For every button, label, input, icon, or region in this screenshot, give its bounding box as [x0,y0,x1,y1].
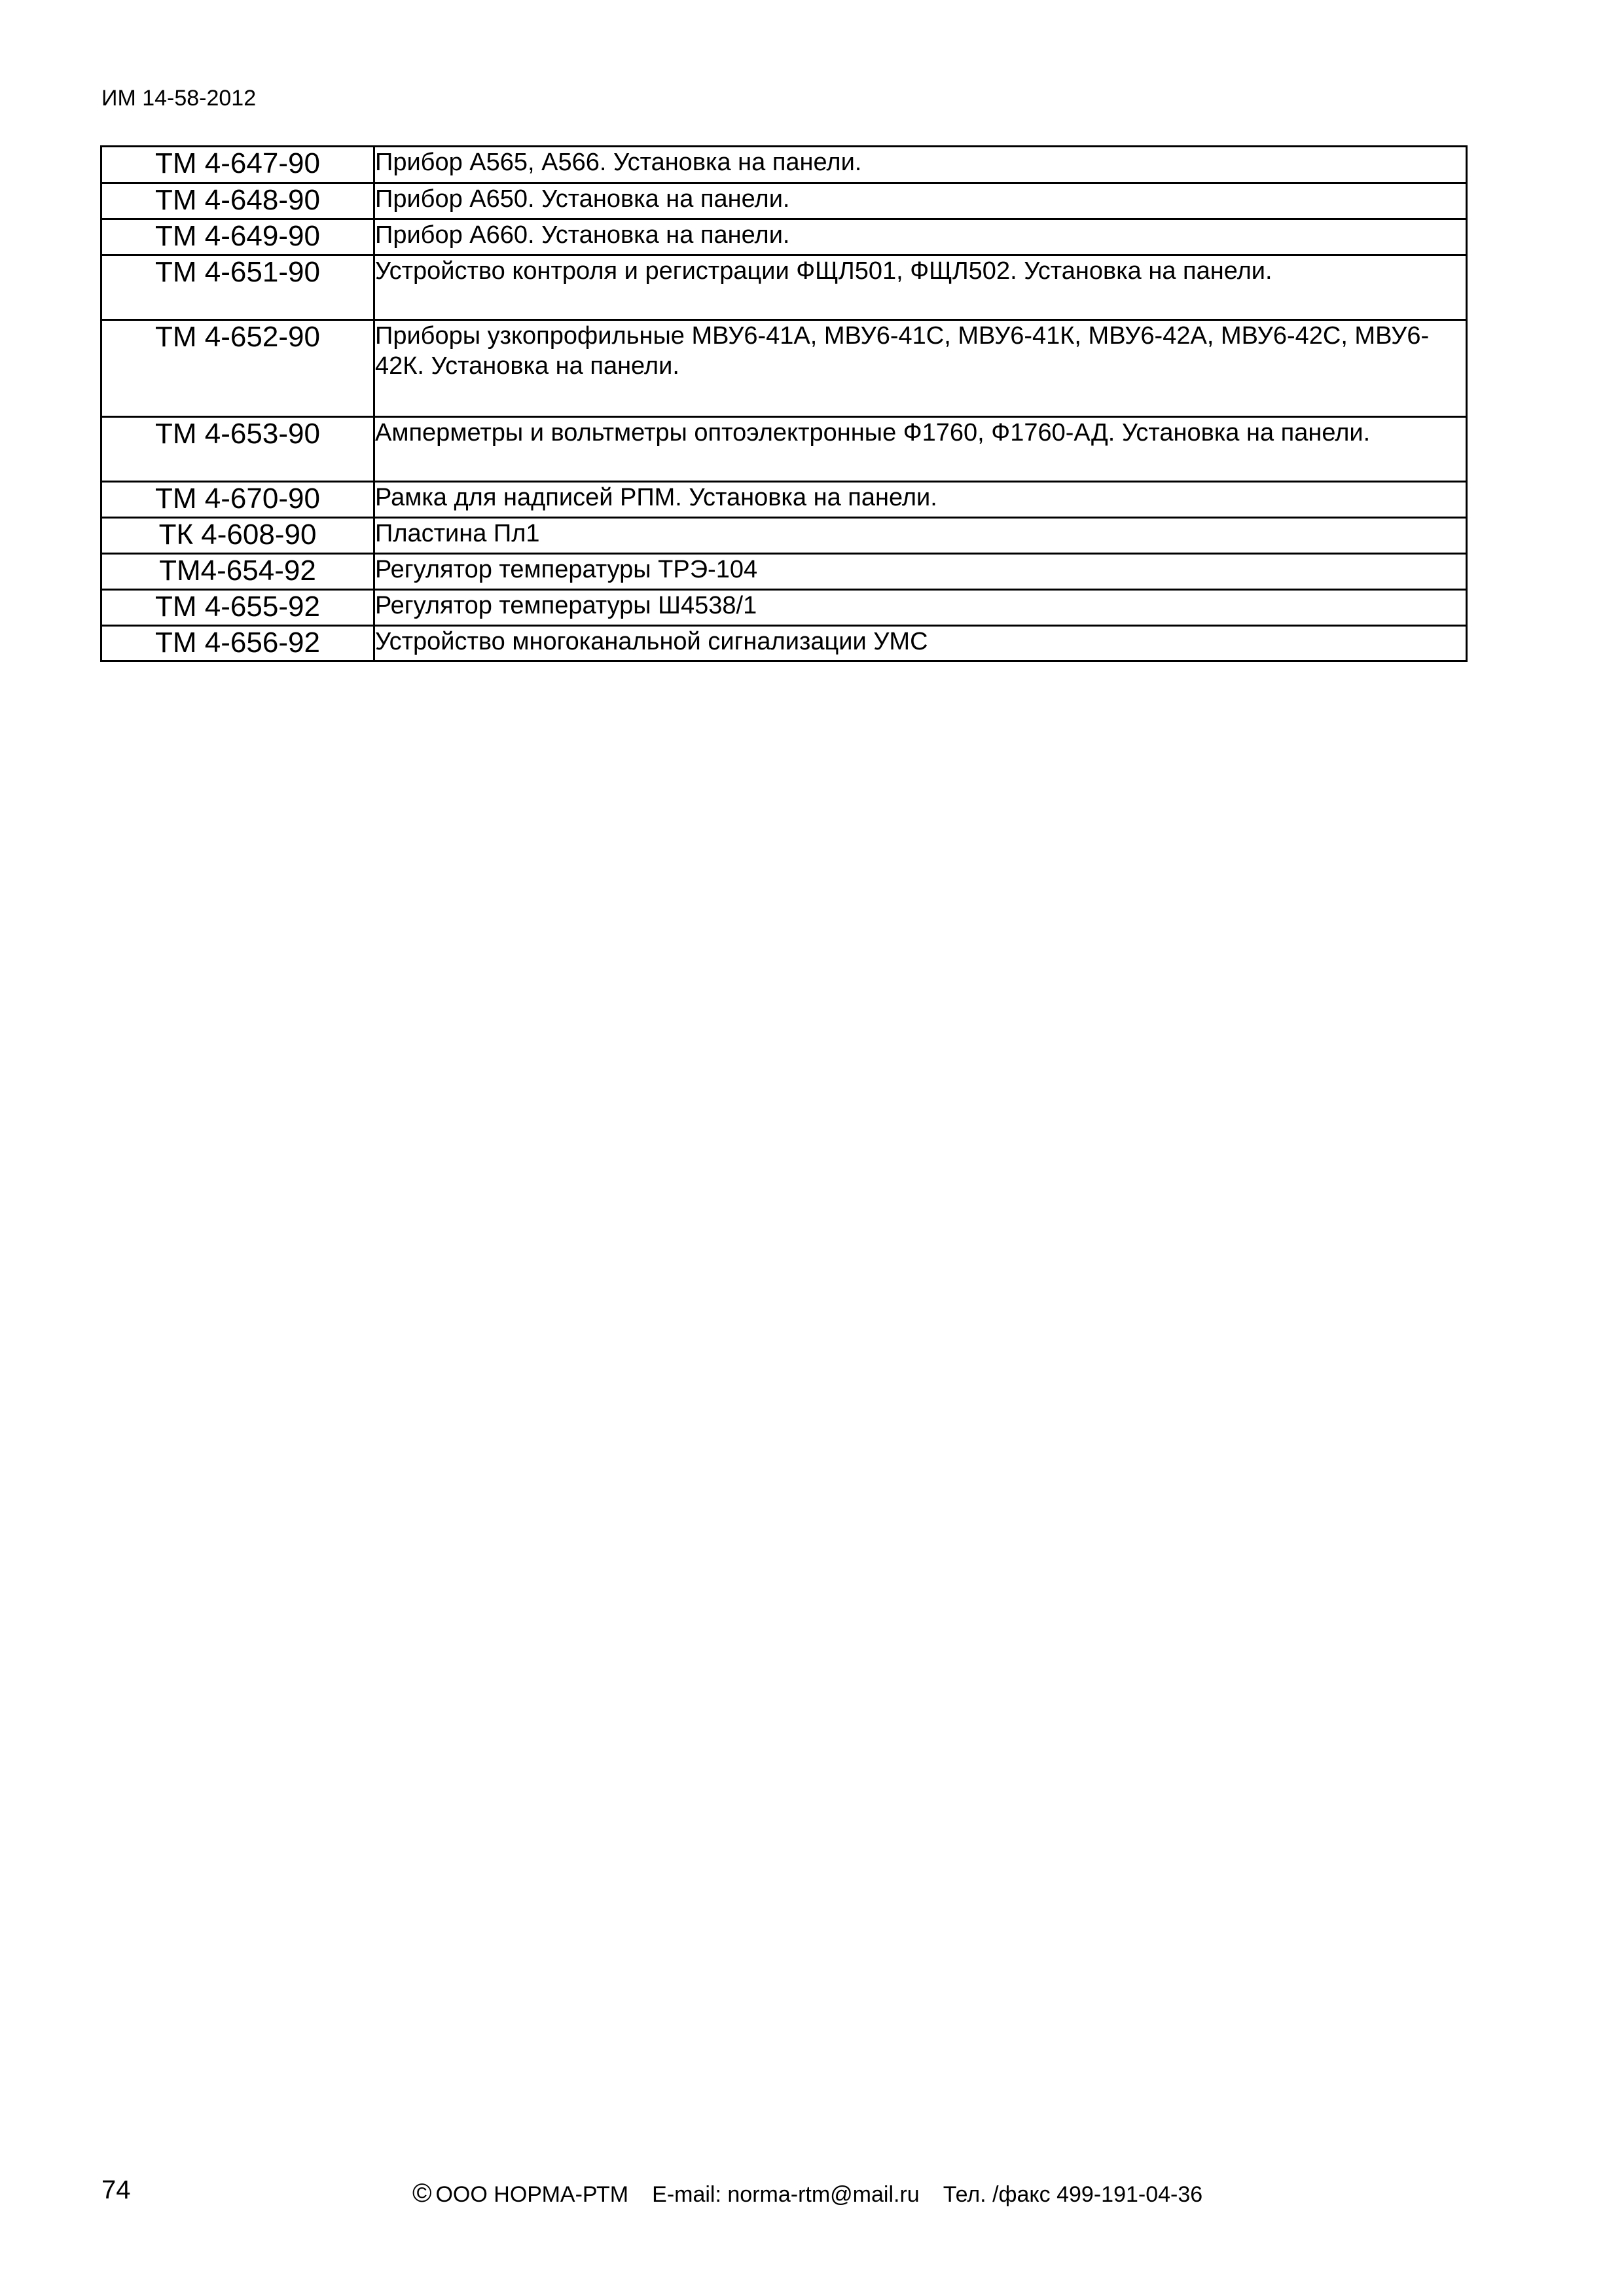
email-text: E-mail: norma-rtm@mail.ru [652,2182,920,2207]
standard-code: ТМ 4-653-90 [101,417,374,482]
standard-title: Приборы узкопрофильные МВУ6-41А, МВУ6-41С, МВУ6-41К, МВУ6-42А, МВУ6-42С, МВУ6-42К. Установка на панели. [374,320,1467,417]
table-row [101,482,1467,518]
standard-code: ТМ 4-647-90 [101,147,374,183]
standard-code: ТМ 4-670-90 [101,482,374,518]
table-row [101,320,1467,417]
table-row [101,183,1467,219]
standards-table [100,145,1468,662]
document-code: ИМ 14-58-2012 [101,86,257,111]
standard-code: ТМ 4-652-90 [101,320,374,417]
standard-title: Прибор А660. Установка на панели. [374,219,1467,255]
standard-code: ТМ 4-655-92 [101,590,374,626]
table-row [101,417,1467,482]
standard-title: Регулятор температуры Ш4538/1 [374,590,1467,626]
table-row [101,255,1467,320]
standard-code: ТК 4-608-90 [101,518,374,554]
table-row [101,590,1467,626]
standard-code: ТМ4-654-92 [101,554,374,590]
company-name: ООО НОРМА-РТМ [435,2182,629,2207]
standard-code: ТМ 4-648-90 [101,183,374,219]
table-row [101,147,1467,183]
phone-text: Тел. /факс 499-191-04-36 [943,2182,1203,2207]
standard-title: Устройство многоканальной сигнализации УМС [374,626,1467,661]
standard-title: Рамка для надписей РПМ. Установка на панели. [374,482,1467,518]
standard-code: ТМ 4-649-90 [101,219,374,255]
standard-title: Пластина Пл1 [374,518,1467,554]
standard-code: ТМ 4-651-90 [101,255,374,320]
standard-title: Регулятор температуры ТРЭ-104 [374,554,1467,590]
table-row [101,626,1467,661]
page-number: 74 [101,2176,131,2204]
standard-code: ТМ 4-656-92 [101,626,374,661]
table-row [101,219,1467,255]
standard-title: Прибор А650. Установка на панели. [374,183,1467,219]
standard-title: Устройство контроля и регистрации ФЩЛ501, ФЩЛ502. Установка на панели. [374,255,1467,320]
table-row [101,518,1467,554]
standard-title: Прибор А565, А566. Установка на панели. [374,147,1467,183]
footer-contacts [412,2180,1202,2208]
table-row [101,554,1467,590]
standard-title: Амперметры и вольтметры оптоэлектронные Ф1760, Ф1760-АД. Установка на панели. [374,417,1467,482]
copyright-icon: © [412,2179,432,2208]
